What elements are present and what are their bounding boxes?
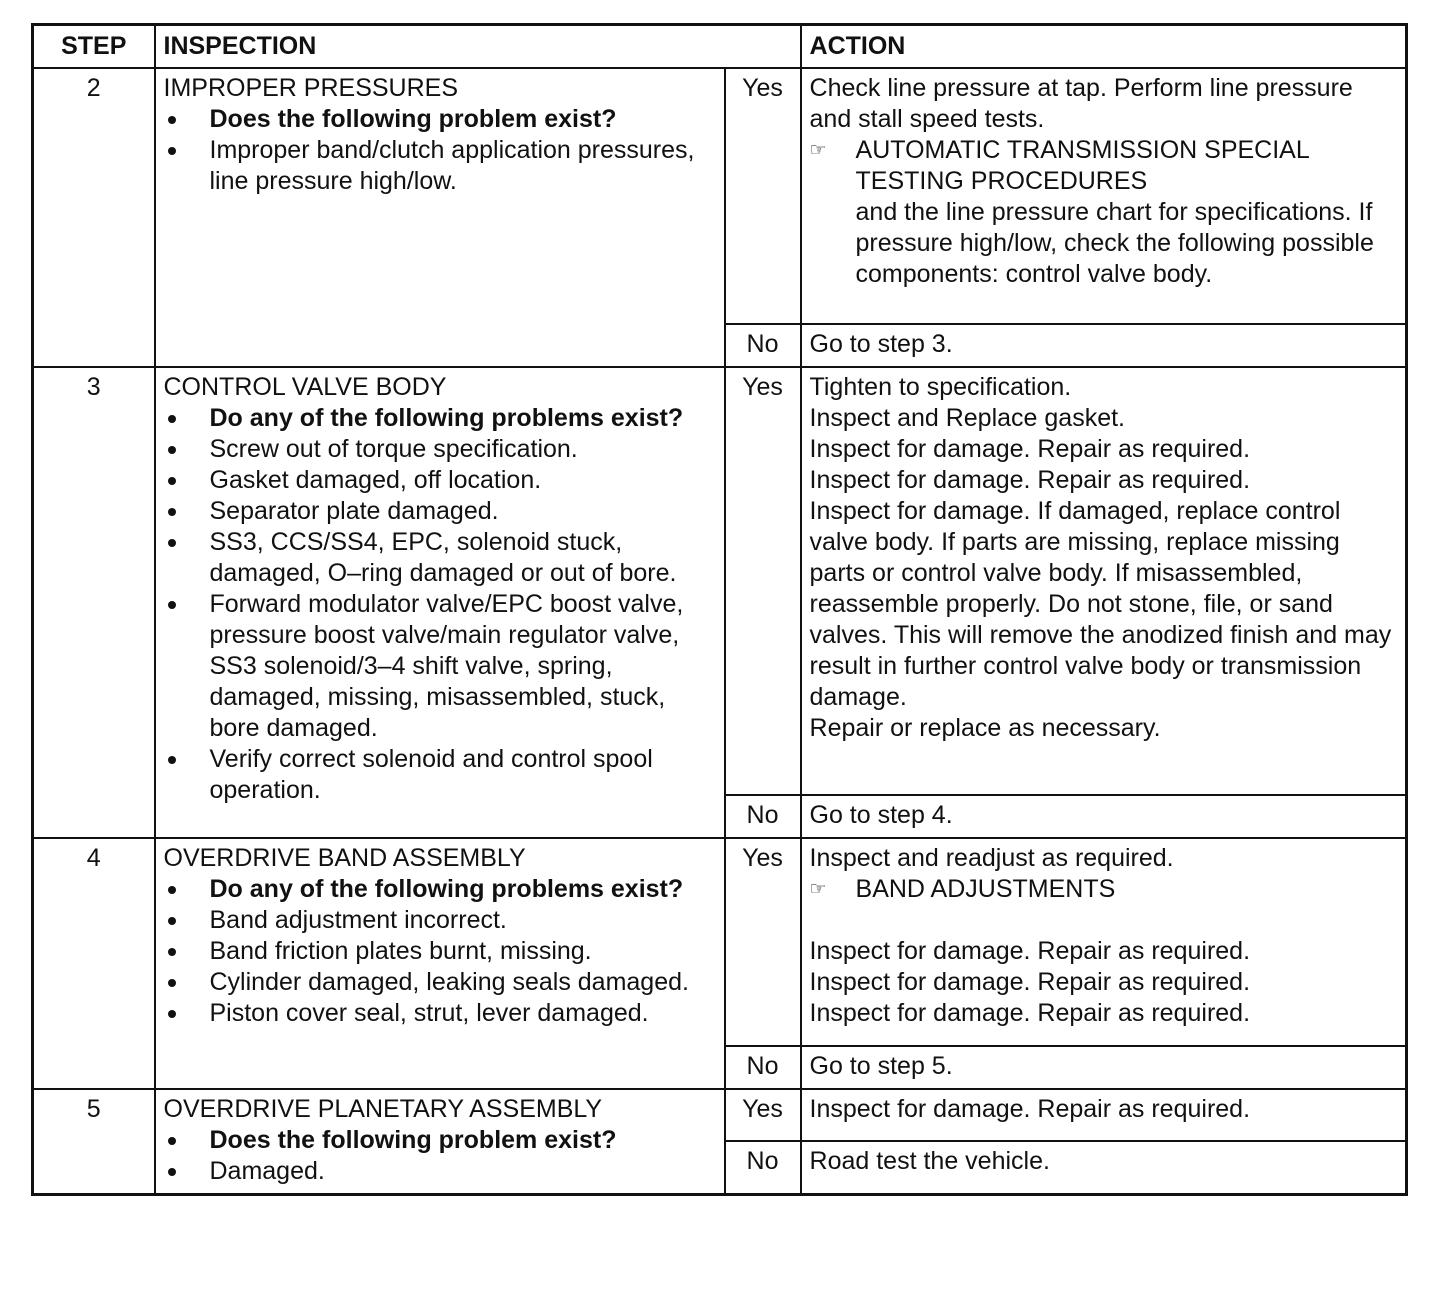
inspection-question: Does the following problem exist? bbox=[164, 104, 700, 135]
step-5-inspection bbox=[155, 1089, 725, 1195]
header-row bbox=[33, 25, 1407, 69]
inspection-item: Verify correct solenoid and control spool operation. bbox=[164, 744, 700, 806]
step-3-yes-row bbox=[33, 367, 1407, 795]
step-title: CONTROL VALVE BODY bbox=[163, 373, 447, 401]
bullet-icon bbox=[168, 601, 176, 609]
inspection-item: Screw out of torque specification. bbox=[164, 434, 700, 465]
bullet-icon bbox=[168, 415, 176, 423]
step-2-yes-action bbox=[801, 68, 1407, 324]
inspection-item: Piston cover seal, strut, lever damaged. bbox=[164, 998, 700, 1029]
step-title: OVERDRIVE PLANETARY ASSEMBLY bbox=[163, 1095, 603, 1123]
action-line: Inspect for damage. If damaged, replace control valve body. If parts are missing, replace missing parts or control valve body. If misassembled, reassemble properly. Do not stone, file, or sand valves. This will remove the anodized finish and may result in further control valve body or transmission damage. bbox=[809, 497, 1392, 711]
bullet-icon bbox=[168, 116, 176, 124]
inspection-item: Improper band/clutch application pressures, line pressure high/low. bbox=[164, 135, 700, 197]
step-4-no-action: Go to step 5. bbox=[801, 1046, 1407, 1089]
header-step: STEP bbox=[33, 25, 155, 69]
inspection-item: Forward modulator valve/EPC boost valve, pressure boost valve/main regulator valve, SS3 solenoid/3–4 shift valve, spring, damaged, missing, misassembled, stuck, bore damaged. bbox=[164, 589, 700, 744]
diagnosis-table bbox=[31, 23, 1408, 1196]
no-label: No bbox=[725, 1141, 801, 1194]
inspection-item: Separator plate damaged. bbox=[164, 496, 700, 527]
header-inspection: INSPECTION bbox=[155, 25, 801, 69]
no-label: No bbox=[725, 795, 801, 838]
yes-label: Yes bbox=[725, 1089, 801, 1141]
pointing-hand-icon: ☞ bbox=[809, 140, 827, 161]
bullet-icon bbox=[168, 1010, 176, 1018]
action-text: Check line pressure at tap. Perform line pressure and stall speed tests. bbox=[809, 74, 1353, 133]
bullet-icon bbox=[168, 477, 176, 485]
inspection-question: Do any of the following problems exist? bbox=[164, 874, 700, 905]
reference bbox=[810, 135, 1397, 197]
step-number: 4 bbox=[33, 838, 155, 1089]
inspection-list bbox=[164, 104, 700, 197]
bullet-icon bbox=[168, 539, 176, 547]
inspection-item: Gasket damaged, off location. bbox=[164, 465, 700, 496]
step-number: 3 bbox=[33, 367, 155, 838]
inspection-item: Band adjustment incorrect. bbox=[164, 905, 700, 936]
yes-label: Yes bbox=[725, 367, 801, 795]
inspection-list bbox=[164, 1125, 700, 1187]
action-line: Inspect for damage. Repair as required. bbox=[809, 968, 1251, 996]
step-2-no-action: Go to step 3. bbox=[801, 324, 1407, 367]
step-4-inspection bbox=[155, 838, 725, 1089]
inspection-list bbox=[164, 874, 700, 1029]
pointing-hand-icon: ☞ bbox=[809, 879, 827, 900]
bullet-icon bbox=[168, 948, 176, 956]
bullet-icon bbox=[168, 1137, 176, 1145]
bullet-icon bbox=[168, 917, 176, 925]
bullet-icon bbox=[168, 1168, 176, 1176]
step-4-yes-row bbox=[33, 838, 1407, 1046]
step-3-no-action: Go to step 4. bbox=[801, 795, 1407, 838]
bullet-icon bbox=[168, 756, 176, 764]
action-line: Inspect and readjust as required. bbox=[809, 844, 1174, 872]
inspection-question: Does the following problem exist? bbox=[164, 1125, 700, 1156]
spacer bbox=[810, 905, 1397, 936]
reference-title: BAND ADJUSTMENTS bbox=[855, 875, 1116, 903]
step-number: 2 bbox=[33, 68, 155, 367]
action-line: Inspect and Replace gasket. bbox=[809, 404, 1125, 432]
step-5-no-action: Road test the vehicle. bbox=[801, 1141, 1407, 1194]
step-title: OVERDRIVE BAND ASSEMBLY bbox=[163, 844, 526, 872]
step-number: 5 bbox=[33, 1089, 155, 1195]
inspection-list bbox=[164, 403, 700, 806]
inspection-item: Cylinder damaged, leaking seals damaged. bbox=[164, 967, 700, 998]
no-label: No bbox=[725, 324, 801, 367]
yes-label: Yes bbox=[725, 838, 801, 1046]
inspection-question: Do any of the following problems exist? bbox=[164, 403, 700, 434]
reference-tail: and the line pressure chart for specifications. If pressure high/low, check the following possible components: control valve body. bbox=[855, 198, 1374, 288]
action-line: Inspect for damage. Repair as required. bbox=[809, 937, 1251, 965]
yes-label: Yes bbox=[725, 68, 801, 324]
action-line: Repair or replace as necessary. bbox=[809, 714, 1161, 742]
step-5-yes-action: Inspect for damage. Repair as required. bbox=[801, 1089, 1407, 1141]
no-label: No bbox=[725, 1046, 801, 1089]
header-action: ACTION bbox=[801, 25, 1407, 69]
bullet-icon bbox=[168, 979, 176, 987]
reference-title: AUTOMATIC TRANSMISSION SPECIAL TESTING PROCEDURES bbox=[855, 136, 1309, 195]
bullet-icon bbox=[168, 508, 176, 516]
bullet-icon bbox=[168, 886, 176, 894]
step-3-yes-action bbox=[801, 367, 1407, 795]
action-line: Inspect for damage. Repair as required. bbox=[809, 435, 1251, 463]
step-5-yes-row bbox=[33, 1089, 1407, 1141]
action-line: Inspect for damage. Repair as required. bbox=[809, 999, 1251, 1027]
bullet-icon bbox=[168, 147, 176, 155]
reference bbox=[810, 874, 1397, 905]
step-4-yes-action bbox=[801, 838, 1407, 1046]
step-2-yes-row bbox=[33, 68, 1407, 324]
action-line: Tighten to specification. bbox=[809, 373, 1072, 401]
step-3-inspection bbox=[155, 367, 725, 838]
step-title: IMPROPER PRESSURES bbox=[163, 74, 459, 102]
step-2-inspection bbox=[155, 68, 725, 367]
inspection-item: Band friction plates burnt, missing. bbox=[164, 936, 700, 967]
inspection-item: Damaged. bbox=[164, 1156, 700, 1187]
inspection-item: SS3, CCS/SS4, EPC, solenoid stuck, damaged, O–ring damaged or out of bore. bbox=[164, 527, 700, 589]
action-line: Inspect for damage. Repair as required. bbox=[809, 466, 1251, 494]
bullet-icon bbox=[168, 446, 176, 454]
